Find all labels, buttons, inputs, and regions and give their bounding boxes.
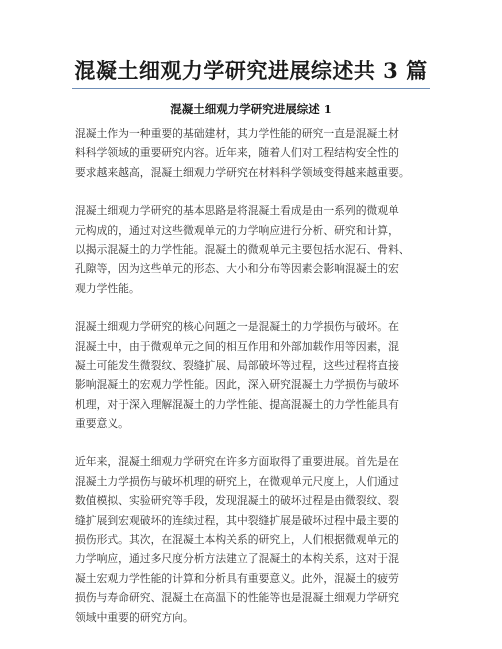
body-text xyxy=(75,124,435,646)
title-underline xyxy=(72,88,430,89)
paragraph-1 xyxy=(75,124,435,182)
text-line: 观力学性能。 xyxy=(75,281,140,295)
text-line: 机理，对于深入理解混凝土的力学性能、提高混凝土的力学性能具有 xyxy=(75,397,399,411)
text-line: 元构成的，通过对这些微观单元的力学响应进行分析、研究和计算， xyxy=(75,223,399,237)
text-line: 影响混凝土的宏观力学性能。因此，深入研究混凝土力学损伤与破坏 xyxy=(75,378,399,392)
text-line: 混凝土细观力学研究的核心问题之一是混凝土的力学损伤与破坏。在 xyxy=(75,320,399,334)
text-line: 料科学领域的重要研究内容。近年来，随着人们对工程结构安全性的 xyxy=(75,146,399,160)
text-line: 数值模拟、实验研究等手段，发现混凝土的破坏过程是由微裂纹、裂 xyxy=(75,494,399,508)
paragraph-3 xyxy=(75,317,435,433)
text-line: 损伤形式。其次，在混凝土本构关系的研究上，人们根据微观单元的 xyxy=(75,533,399,547)
text-line: 要求越来越高，混凝土细观力学研究在材料科学领域变得越来越重要。 xyxy=(75,165,410,179)
text-line: 重要意义。 xyxy=(75,417,129,431)
text-line: 近年来，混凝土细观力学研究在许多方面取得了重要进展。首先是在 xyxy=(75,455,399,469)
paragraph-4 xyxy=(75,452,435,627)
text-line: 混凝土中，由于微观单元之间的相互作用和外部加载作用等因素，混 xyxy=(75,339,399,353)
paragraph-2 xyxy=(75,201,435,298)
text-line: 领域中重要的研究方向。 xyxy=(75,610,194,624)
text-line: 损伤与寿命研究、混凝土在高温下的性能等也是混凝土细观力学研究 xyxy=(75,591,399,605)
document-title: 混凝土细观力学研究进展综述共 3 篇 xyxy=(74,58,428,83)
text-line: 凝土宏观力学性能的计算和分析具有重要意义。此外，混凝土的疲劳 xyxy=(75,571,399,585)
text-line: 凝土可能发生微裂纹、裂缝扩展、局部破坏等过程，这些过程将直接 xyxy=(75,358,399,372)
text-line: 混凝土力学损伤与破坏机理的研究上，在微观单元尺度上，人们通过 xyxy=(75,474,399,488)
text-line: 混凝土作为一种重要的基础建材，其力学性能的研究一直是混凝土材 xyxy=(75,127,399,140)
text-line: 孔隙等，因为这些单元的形态、大小和分布等因素会影响混凝土的宏 xyxy=(75,262,399,276)
section-heading: 混凝土细观力学研究进展综述 1 xyxy=(170,102,332,116)
text-line: 混凝土细观力学研究的基本思路是将混凝土看成是由一系列的微观单 xyxy=(75,204,399,218)
text-line: 力学响应，通过多尺度分析方法建立了混凝土的本构关系，这对于混 xyxy=(75,552,399,566)
text-line: 缝扩展到宏观破坏的连续过程，其中裂缝扩展是破坏过程中最主要的 xyxy=(75,513,399,527)
text-line: 以揭示混凝土的力学性能。混凝土的微观单元主要包括水泥石、骨料、 xyxy=(75,242,410,256)
